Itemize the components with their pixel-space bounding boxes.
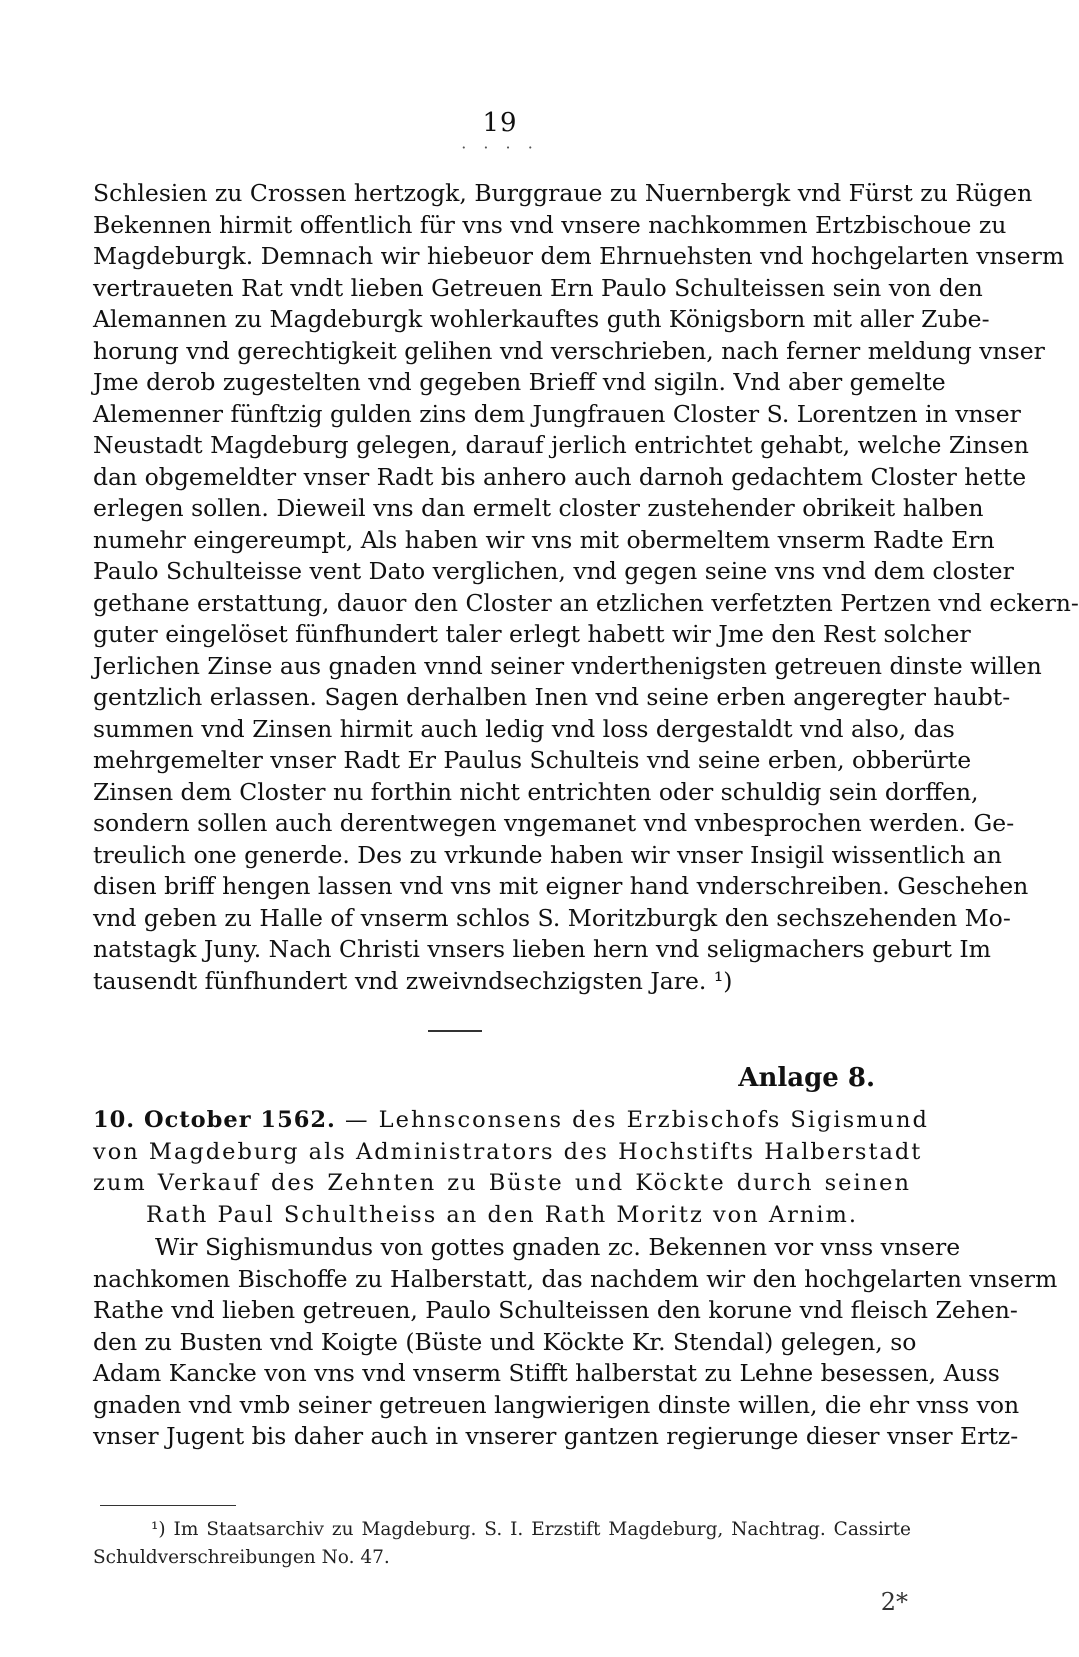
text-line: disen briff hengen lassen vnd vns mit eigner hand vnderschreiben. Geschehen [93, 872, 1029, 900]
text-line: mehrgemelter vnser Radt Er Paulus Schulteis vnd seine erben, obberürte [93, 746, 972, 774]
text-line: Wir Sighismundus von gottes gnaden zc. Bekennen vor vnss vnsere [155, 1233, 961, 1261]
text-line: erlegen sollen. Dieweil vns dan ermelt closter zustehender obrikeit halben [93, 494, 984, 522]
text-line: Schlesien zu Crossen hertzogk, Burggraue zu Nuernbergk vnd Fürst zu Rügen [93, 179, 1033, 207]
text-line: sondern sollen auch derentwegen vngemanet vnd vnbesprochen werden. Ge- [93, 809, 1015, 837]
heading-title-start: — Lehnsconsens des Erzbischofs Sigismund [345, 1107, 929, 1133]
text-line: guter eingelöset fünfhundert taler erlegt habett wir Jme den Rest solcher [93, 620, 971, 648]
heading-line: zum Verkauf des Zehnten zu Büste und Köckte durch seinen [93, 1170, 911, 1196]
heading-line: Rath Paul Schultheiss an den Rath Moritz von Arnim. [145, 1201, 859, 1228]
appendix-label: Anlage 8. [738, 1063, 875, 1093]
page-number: 19 [482, 108, 518, 138]
text-line: summen vnd Zinsen hirmit auch ledig vnd loss dergestaldt vnd also, das [93, 714, 955, 743]
heading-line: von Magdeburg als Administrators des Hochstifts Halberstadt [93, 1138, 923, 1165]
second-document-text [93, 1232, 1058, 1453]
text-line: den zu Busten vnd Koigte (Büste und Köckte Kr. Stendal) gelegen, so [93, 1327, 917, 1356]
text-line: gethane erstattung, dauor den Closter an etzlichen verfetzten Pertzen vnd eckern- [93, 588, 1079, 617]
text-line: vnd geben zu Halle of vnserm schlos S. Moritzburgk den sechszehenden Mo- [93, 903, 1011, 932]
text-line: Alemannen zu Magdeburgk wohlerkauftes guth Königsborn mit aller Zube- [93, 305, 990, 333]
text-line: horung vnd gerechtigkeit gelihen vnd verschrieben, nach ferner meldung vnser [93, 336, 1045, 365]
text-line: Zinsen dem Closter nu forthin nicht entrichten oder schuldig sein dorffen, [93, 777, 979, 806]
text-line: Bekennen hirmit offentlich für vns vnd vnsere nachkommen Ertzbischoue zu [93, 210, 1007, 239]
text-line: Rathe vnd lieben getreuen, Paulo Schulteissen den korune vnd fleisch Zehen- [93, 1296, 1018, 1324]
text-line: dan obgemeldter vnser Radt bis anhero auch darnoh gedachtem Closter hette [93, 462, 1027, 491]
text-line: vertraueten Rat vndt lieben Getreuen Ern Paulo Schulteissen sein von den [93, 273, 983, 302]
separator-rule [428, 1030, 482, 1032]
footnote-rule [100, 1505, 236, 1506]
document-text [93, 178, 1079, 997]
heading-line [93, 1105, 929, 1137]
footnote [93, 1516, 911, 1572]
heading-date: 10. October 1562. [93, 1107, 336, 1133]
text-line: Alemenner fünftzig gulden zins dem Jungfrauen Closter S. Lorentzen in vnser [93, 399, 1021, 428]
signature-mark: 2* [880, 1588, 908, 1616]
text-line: Magdeburgk. Demnach wir hiebeuor dem Ehrnuehsten vnd hochgelarten vnserm [93, 242, 1065, 270]
text-line: gentzlich erlassen. Sagen derhalben Inen vnd seine erben angeregter haubt- [93, 683, 1011, 711]
text-line: tausendt fünfhundert vnd zweivndsechzigsten Jare. ¹) [93, 966, 733, 995]
text-line: Paulo Schulteisse vent Dato verglichen, vnd gegen seine vns vnd dem closter [93, 557, 1014, 585]
page-number-dots: · · · · [461, 138, 539, 157]
text-line: Adam Kancke von vns vnd vnserm Stifft halberstat zu Lehne besessen, Auss [93, 1359, 1000, 1387]
footnote-line: ¹) Im Staatsarchiv zu Magdeburg. S. I. Erzstift Magdeburg, Nachtrag. Cassirte [151, 1519, 911, 1540]
footnote-line: Schuldverschreibungen No. 47. [93, 1547, 390, 1568]
text-line: natstagk Juny. Nach Christi vnsers lieben hern vnd seligmachers geburt Im [93, 935, 991, 963]
text-line: Neustadt Magdeburg gelegen, darauf jerlich entrichtet gehabt, welche Zinsen [93, 431, 1029, 459]
text-line: Jerlichen Zinse aus gnaden vnnd seiner vnderthenigsten getreuen dinste willen [93, 651, 1042, 680]
text-line: gnaden vnd vmb seiner getreuen langwierigen dinste willen, die ehr vnss von [93, 1390, 1020, 1419]
document-heading [93, 1105, 929, 1231]
text-line: Jme derob zugestelten vnd gegeben Brieff vnd sigiln. Vnd aber gemelte [93, 368, 946, 396]
text-line: nachkomen Bischoffe zu Halberstatt, das nachdem wir den hochgelarten vnserm [93, 1264, 1058, 1293]
text-line: treulich one generde. Des zu vrkunde haben wir vnser Insigil wissentlich an [93, 840, 1002, 869]
text-line: vnser Jugent bis daher auch in vnserer gantzen regierunge dieser vnser Ertz- [93, 1422, 1019, 1450]
text-line: numehr eingereumpt, Als haben wir vns mit obermeltem vnserm Radte Ern [93, 525, 995, 554]
